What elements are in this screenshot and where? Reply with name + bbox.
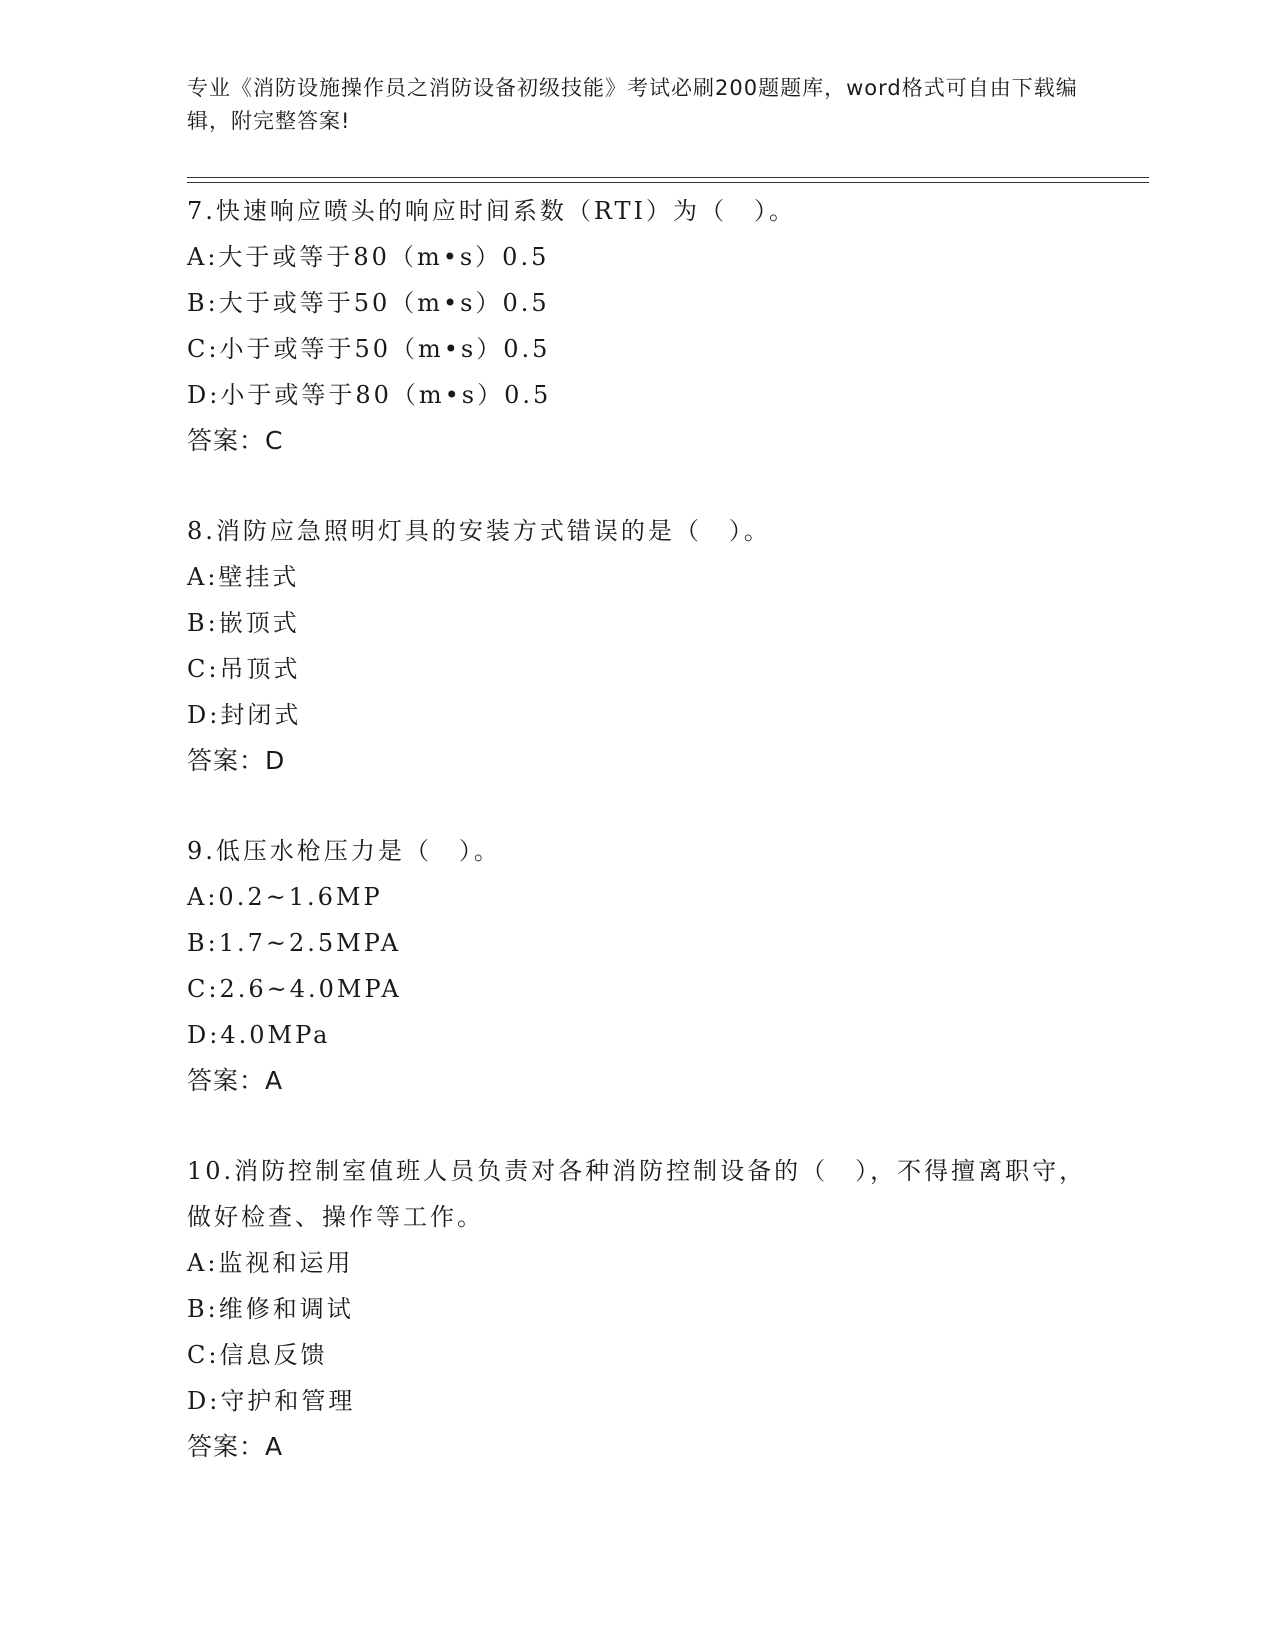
answer: 答案：D	[187, 746, 286, 775]
option-b: B:大于或等于50（m•s）0.5	[187, 289, 550, 317]
option-a: A:0.2~1.6MP	[187, 883, 383, 911]
document-title: 专业《消防设施操作员之消防设备初级技能》考试必刷200题题库，word格式可自由下载编辑，附完整答案!	[187, 76, 1078, 133]
question-9	[187, 828, 1087, 1104]
option-a: A:大于或等于80（m•s）0.5	[187, 243, 550, 271]
question-stem: 9.低压水枪压力是（ ）。	[187, 837, 501, 865]
option-b: B:维修和调试	[187, 1295, 354, 1323]
document-header	[187, 72, 1087, 138]
option-b: B:1.7~2.5MPA	[187, 929, 402, 957]
option-d: D:小于或等于80（m•s）0.5	[187, 381, 552, 409]
answer: 答案：A	[187, 1432, 284, 1461]
header-divider-top	[187, 177, 1149, 178]
question-7	[187, 188, 1087, 464]
option-c: C:小于或等于50（m•s）0.5	[187, 335, 551, 363]
answer: 答案：C	[187, 426, 284, 455]
option-d: D:封闭式	[187, 701, 302, 729]
option-d: D:守护和管理	[187, 1387, 356, 1415]
option-c: C:吊顶式	[187, 655, 301, 683]
option-d: D:4.0MPa	[187, 1021, 331, 1049]
header-divider-bottom	[187, 182, 1149, 183]
option-a: A:壁挂式	[187, 563, 300, 591]
answer: 答案：A	[187, 1066, 284, 1095]
option-c: C:信息反馈	[187, 1341, 328, 1369]
option-b: B:嵌顶式	[187, 609, 300, 637]
question-stem: 8.消防应急照明灯具的安装方式错误的是（ ）。	[187, 517, 771, 545]
option-c: C:2.6~4.0MPA	[187, 975, 402, 1003]
question-stem: 7.快速响应喷头的响应时间系数（RTI）为（ ）。	[187, 197, 797, 225]
question-8	[187, 508, 1087, 784]
option-a: A:监视和运用	[187, 1249, 354, 1277]
question-stem: 10.消防控制室值班人员负责对各种消防控制设备的（ ），不得擅离职守，做好检查、操作等工作。	[187, 1157, 1087, 1231]
question-10	[187, 1148, 1087, 1470]
